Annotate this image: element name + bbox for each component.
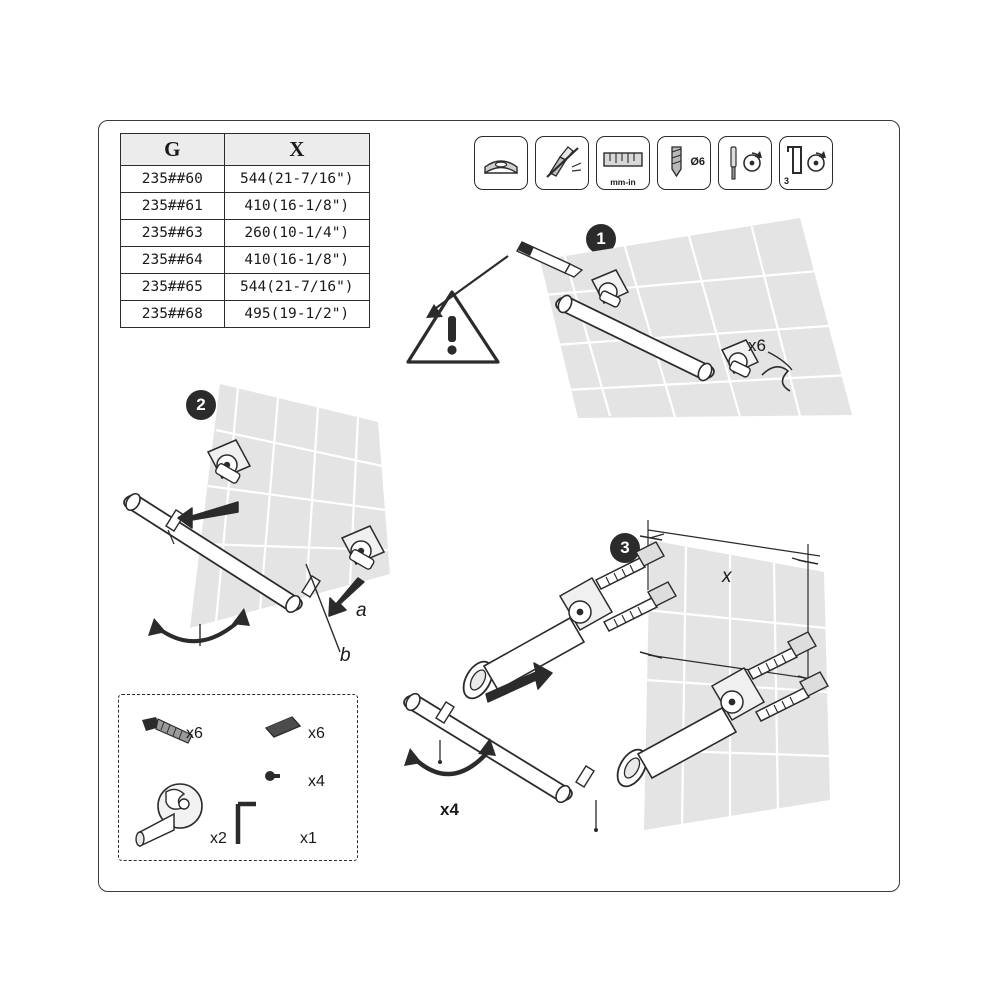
step-badge-2: 2 xyxy=(186,390,216,420)
table-row xyxy=(121,301,370,328)
wall-anchor-icon xyxy=(262,716,306,742)
hex-key-size-label: 3 xyxy=(784,176,790,186)
table-header-x: X xyxy=(224,134,369,166)
table-cell-dimension: 260(10-1/4") xyxy=(224,220,369,247)
table-row xyxy=(121,247,370,274)
table-header-row xyxy=(121,134,370,166)
hex-key-icon xyxy=(224,798,266,852)
table-cell-dimension: 544(21-7/16") xyxy=(224,274,369,301)
table-cell-model: 235##68 xyxy=(121,301,225,328)
step-2-callout-b: b xyxy=(340,645,351,666)
level-icon xyxy=(474,136,528,190)
step-badge-3: 3 xyxy=(610,533,640,563)
step-badge-1: 1 xyxy=(586,224,616,254)
set-screw-icon xyxy=(262,766,290,786)
mounting-bracket-icon xyxy=(130,782,220,852)
table-cell-model: 235##64 xyxy=(121,247,225,274)
table-cell-dimension: 544(21-7/16") xyxy=(224,166,369,193)
hex-key-quantity: x1 xyxy=(300,830,317,847)
table-row xyxy=(121,274,370,301)
step-2-callout-a: a xyxy=(356,600,367,621)
table-cell-dimension: 410(16-1/8") xyxy=(224,193,369,220)
hex-key-turn-icon xyxy=(779,136,833,190)
table-cell-model: 235##61 xyxy=(121,193,225,220)
step-1-illustration xyxy=(500,200,900,420)
table-cell-dimension: 495(19-1/2") xyxy=(224,301,369,328)
step-3-illustration xyxy=(400,500,870,860)
set-screw-quantity: x4 xyxy=(308,773,325,790)
table-cell-model: 235##65 xyxy=(121,274,225,301)
table-row xyxy=(121,193,370,220)
dimension-table xyxy=(120,133,370,328)
table-row xyxy=(121,166,370,193)
table-cell-model: 235##63 xyxy=(121,220,225,247)
screwdriver-turn-icon xyxy=(718,136,772,190)
wall-anchor-quantity: x6 xyxy=(308,725,325,742)
no-sharp-drill-icon xyxy=(535,136,589,190)
table-cell-model: 235##60 xyxy=(121,166,225,193)
warning-triangle xyxy=(404,288,504,368)
mounting-bracket-quantity: x2 xyxy=(210,830,227,847)
table-header-g: G xyxy=(121,134,225,166)
step-3-quantity-label: x4 xyxy=(440,800,459,819)
tape-measure-label: mm-in xyxy=(610,177,636,187)
tool-icon-strip xyxy=(474,136,833,190)
table-cell-dimension: 410(16-1/8") xyxy=(224,247,369,274)
step-3-dimension-label: x xyxy=(722,566,732,587)
drill-bit-label: Ø6 xyxy=(690,156,705,168)
step-2-illustration xyxy=(120,378,420,678)
drill-bit-icon xyxy=(657,136,711,190)
step-1-quantity-label: x6 xyxy=(748,336,766,355)
screw-quantity: x6 xyxy=(186,725,203,742)
tape-measure-icon xyxy=(596,136,650,190)
table-row xyxy=(121,220,370,247)
